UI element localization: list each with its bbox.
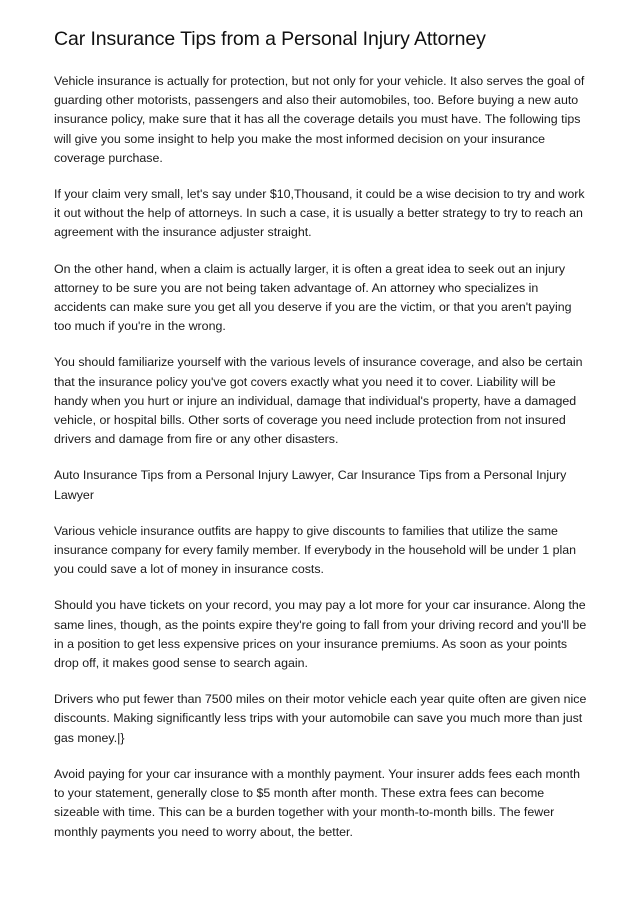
paragraph-keyword-line: Auto Insurance Tips from a Personal Injury Lawyer, Car Insurance Tips from a Personal Injury Lawyer: [54, 468, 567, 502]
paragraph-family-discounts: Various vehicle insurance outfits are happy to give discounts to families that utilize the same insurance company for every family member. If everybody in the household will be under 1 plan you could save a lot of money in insurance costs.: [54, 523, 577, 577]
paragraph-small-claim: If your claim very small, let's say under $10,Thousand, it could be a wise decision to try and work it out without the help of attorneys. In such a case, it is usually a better strategy to try to reach an agreement with the insurance adjuster straight.: [54, 187, 585, 240]
paragraph-monthly-payment: Avoid paying for your car insurance with a monthly payment. Your insurer adds fees each month to your statement, generally close to $5 month after month. These extra fees can become sizeable with time. This can be a burden together with your month-to-month bills. The fewer monthly payments you need to worry about, the better.: [54, 766, 580, 839]
paragraph-coverage-levels: You should familiarize yourself with the various levels of insurance coverage, and also be certain that the insurance policy you've got covers exactly what you need it to cover. Liability will be handy when you hurt or injure an individual, damage that individual's property, have a damaged vehicle, or hospital bills. Other sorts of coverage you need include protection from not insured drivers and damage from fire or any other disasters.: [54, 355, 583, 447]
document-page: [54, 26, 588, 859]
document-title: Car Insurance Tips from a Personal Injury Attorney: [54, 28, 486, 50]
paragraph-vehicle-insurance-intro: Vehicle insurance is actually for protection, but not only for your vehicle. It also serves the goal of guarding other motorists, passengers and also their automobiles, too. Before buying a new auto insurance policy, make sure that it has all the coverage details you must have. The following tips will give you some insight to help you make the most informed decision on your insurance coverage purchase.: [54, 74, 585, 165]
paragraph-tickets-record: Should you have tickets on your record, you may pay a lot more for your car insurance. Along the same lines, though, as the points expire they're going to fall from your driving record and you'll be in a position to get less expensive prices on your insurance premiums. As soon as your points drop off, it makes good sense to search again.: [54, 598, 587, 671]
paragraph-larger-claim: On the other hand, when a claim is actually larger, it is often a great idea to seek out an injury attorney to be sure you are not being taken advantage of. An attorney who specializes in accidents can make sure you get all you deserve if you are the victim, or that you aren't paying too much if you're in the wrong.: [54, 261, 572, 334]
paragraph-low-mileage: Drivers who put fewer than 7500 miles on their motor vehicle each year quite often are given nice discounts. Making significantly less trips with your automobile can save you much more than just gas money.|}: [54, 692, 587, 745]
